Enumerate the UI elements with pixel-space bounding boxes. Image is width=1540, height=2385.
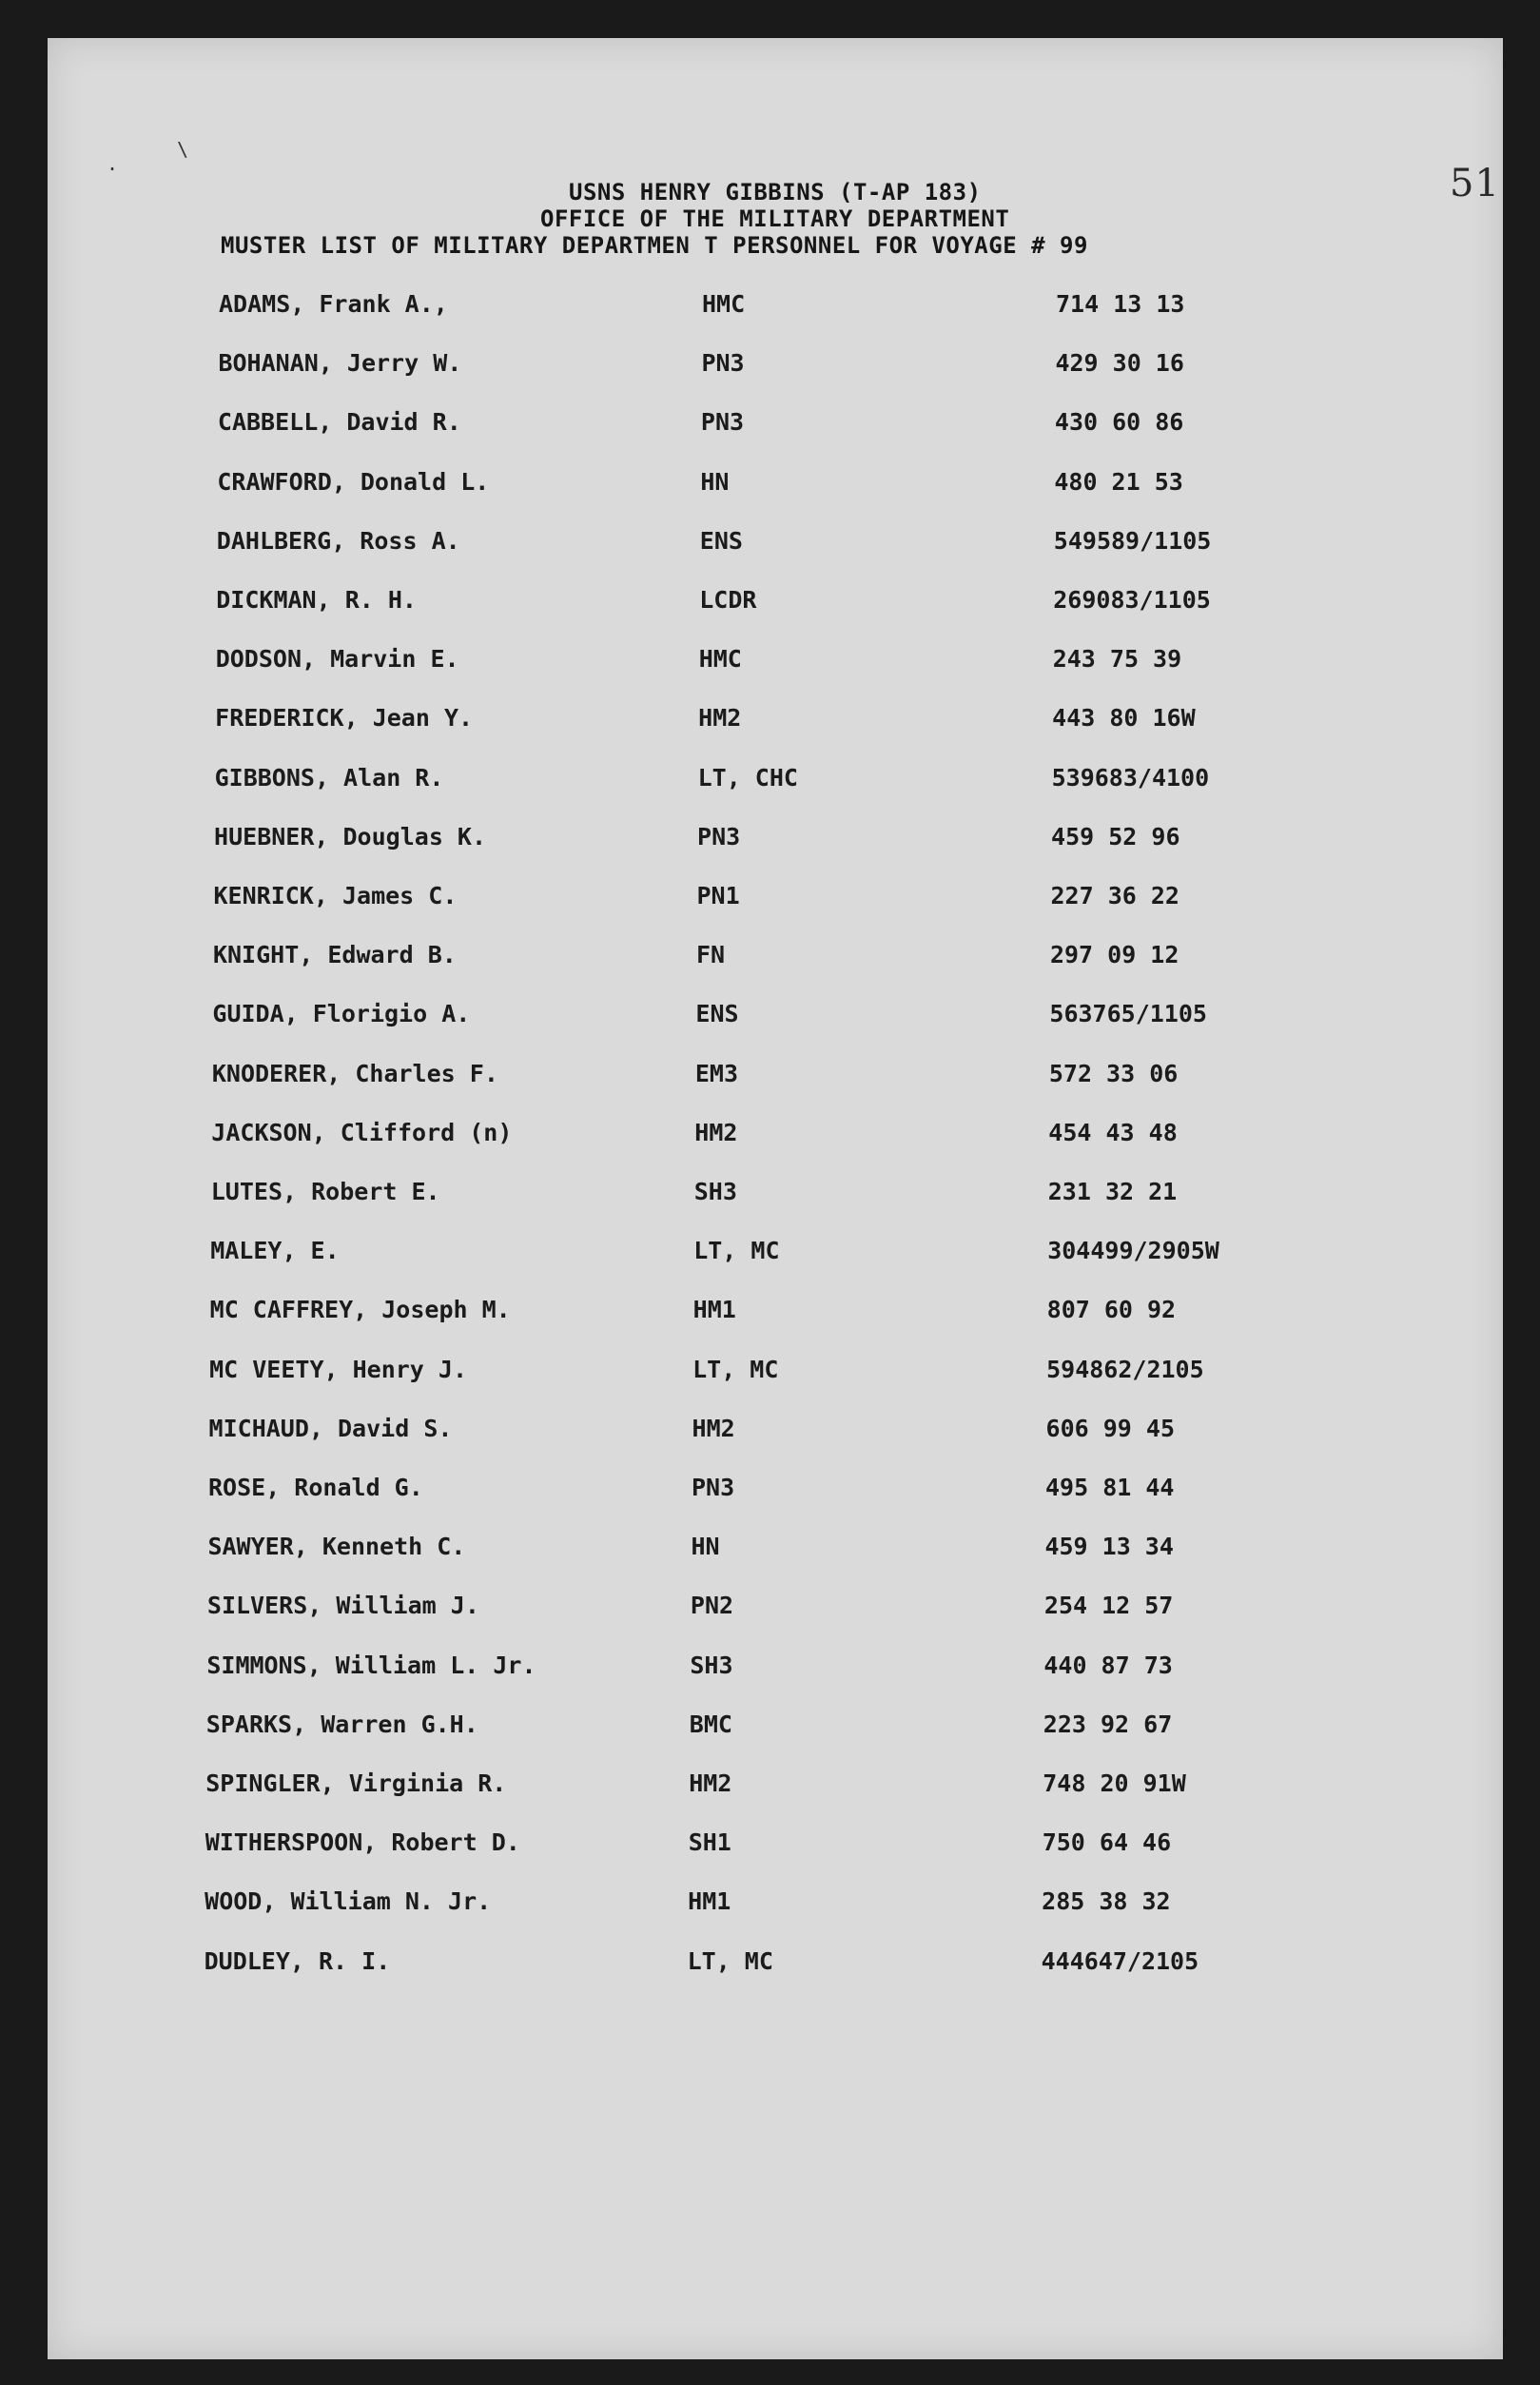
personnel-service-number: 606 99 45: [1045, 1414, 1176, 1442]
personnel-service-number: 444647/2105: [1041, 1946, 1199, 1975]
personnel-rate: LT, CHC: [697, 763, 798, 792]
personnel-name: KNODERER, Charles F.: [211, 1059, 498, 1087]
personnel-service-number: 430 60 86: [1054, 408, 1184, 437]
personnel-rate: HM2: [694, 1118, 738, 1146]
personnel-name: SAWYER, Kenneth C.: [207, 1533, 466, 1561]
personnel-rate: HN: [700, 467, 730, 496]
personnel-name: KENRICK, James C.: [213, 882, 458, 909]
personnel-service-number: 572 33 06: [1048, 1059, 1179, 1087]
personnel-name: CRAWFORD, Donald L.: [217, 467, 490, 496]
personnel-name: SPINGLER, Virginia R.: [205, 1769, 507, 1797]
personnel-rate: HN: [691, 1533, 720, 1561]
personnel-name: DUDLEY, R. I.: [204, 1946, 391, 1975]
personnel-service-number: 231 32 21: [1047, 1178, 1178, 1205]
personnel-name: ROSE, Ronald G.: [208, 1474, 423, 1501]
personnel-name: WITHERSPOON, Robert D.: [205, 1828, 520, 1857]
personnel-rate: SH1: [688, 1828, 731, 1857]
personnel-rate: EM3: [694, 1059, 738, 1087]
personnel-rate: ENS: [699, 526, 743, 555]
personnel-rate: LT, MC: [692, 1355, 779, 1383]
personnel-service-number: 297 09 12: [1049, 941, 1179, 969]
personnel-rate: PN3: [701, 349, 745, 378]
personnel-name: ADAMS, Frank A.,: [219, 290, 448, 318]
personnel-rate: HM2: [692, 1414, 735, 1442]
personnel-rate: HM2: [698, 704, 742, 733]
personnel-rate: LT, MC: [687, 1946, 773, 1975]
personnel-name: DODSON, Marvin E.: [215, 645, 459, 674]
personnel-name: CABBELL, David R.: [217, 408, 461, 437]
personnel-service-number: 750 64 46: [1042, 1828, 1172, 1857]
personnel-name: KNIGHT, Edward B.: [212, 941, 457, 969]
stray-mark-tick: \: [177, 138, 189, 161]
personnel-service-number: 454 43 48: [1048, 1118, 1178, 1146]
personnel-rate: BMC: [689, 1710, 732, 1738]
page-number: 51: [1450, 162, 1500, 205]
personnel-service-number: 539683/4100: [1051, 763, 1210, 792]
personnel-name: GIBBONS, Alan R.: [214, 763, 444, 792]
personnel-rate: ENS: [695, 1000, 739, 1028]
personnel-service-number: 495 81 44: [1045, 1474, 1175, 1501]
personnel-name: SILVERS, William J.: [206, 1592, 479, 1620]
personnel-name: FREDERICK, Jean Y.: [215, 704, 474, 733]
personnel-name: MICHAUD, David S.: [208, 1414, 453, 1442]
personnel-service-number: 480 21 53: [1054, 467, 1183, 496]
personnel-service-number: 563765/1105: [1049, 1000, 1207, 1028]
personnel-rate: HM1: [692, 1296, 736, 1324]
personnel-rate: PN3: [692, 1474, 735, 1501]
personnel-service-number: 429 30 16: [1055, 349, 1184, 378]
personnel-name: DAHLBERG, Ross A.: [216, 526, 460, 555]
header-muster-title: MUSTER LIST OF MILITARY DEPARTMEN T PERSONNEL FOR VOYAGE # 99: [221, 232, 1088, 259]
personnel-rate: SH3: [693, 1178, 737, 1205]
personnel-service-number: 227 36 22: [1050, 882, 1179, 909]
personnel-service-number: 549589/1105: [1053, 526, 1212, 555]
personnel-name: SIMMONS, William L. Jr.: [206, 1651, 536, 1679]
personnel-service-number: 714 13 13: [1056, 290, 1185, 318]
personnel-service-number: 594862/2105: [1046, 1355, 1204, 1383]
personnel-name: LUTES, Robert E.: [210, 1178, 440, 1205]
personnel-name: MC CAFFREY, Joseph M.: [209, 1296, 511, 1324]
personnel-name: GUIDA, Florigio A.: [212, 1000, 471, 1028]
personnel-rate: PN1: [696, 882, 740, 909]
personnel-name: JACKSON, Clifford (n): [211, 1118, 513, 1146]
personnel-rate: PN3: [697, 822, 741, 850]
personnel-name: MALEY, E.: [210, 1237, 340, 1265]
personnel-service-number: 243 75 39: [1052, 645, 1182, 674]
personnel-service-number: 304499/2905W: [1047, 1237, 1219, 1265]
personnel-service-number: 443 80 16W: [1052, 704, 1196, 733]
personnel-rate: HM1: [688, 1887, 731, 1916]
personnel-service-number: 285 38 32: [1042, 1887, 1171, 1916]
personnel-rate: SH3: [690, 1651, 733, 1679]
personnel-service-number: 269083/1105: [1053, 586, 1211, 614]
personnel-list: [48, 38, 1503, 2359]
personnel-rate: LCDR: [699, 586, 757, 614]
personnel-service-number: 459 52 96: [1051, 822, 1180, 850]
personnel-rate: PN2: [690, 1592, 734, 1620]
header-office: OFFICE OF THE MILITARY DEPARTMENT: [540, 205, 1010, 232]
personnel-service-number: 254 12 57: [1043, 1592, 1174, 1620]
personnel-rate: HMC: [698, 645, 742, 674]
personnel-name: WOOD, William N. Jr.: [205, 1887, 492, 1916]
personnel-name: SPARKS, Warren G.H.: [205, 1710, 478, 1738]
personnel-rate: HMC: [702, 290, 746, 318]
header-ship-name: USNS HENRY GIBBINS (T-AP 183): [569, 179, 982, 205]
stray-mark-dot: .: [107, 152, 119, 175]
personnel-name: DICKMAN, R. H.: [216, 586, 417, 614]
personnel-service-number: 807 60 92: [1046, 1296, 1177, 1324]
personnel-service-number: 748 20 91W: [1043, 1769, 1186, 1797]
personnel-name: HUEBNER, Douglas K.: [214, 822, 487, 850]
personnel-rate: PN3: [700, 408, 745, 437]
document-page: [48, 38, 1503, 2359]
personnel-name: MC VEETY, Henry J.: [209, 1355, 468, 1383]
personnel-service-number: 440 87 73: [1043, 1651, 1173, 1679]
personnel-rate: HM2: [689, 1769, 732, 1797]
personnel-service-number: 223 92 67: [1043, 1710, 1173, 1738]
personnel-rate: LT, MC: [693, 1237, 780, 1265]
personnel-service-number: 459 13 34: [1044, 1533, 1174, 1561]
personnel-rate: FN: [695, 941, 726, 969]
personnel-name: BOHANAN, Jerry W.: [218, 349, 462, 378]
